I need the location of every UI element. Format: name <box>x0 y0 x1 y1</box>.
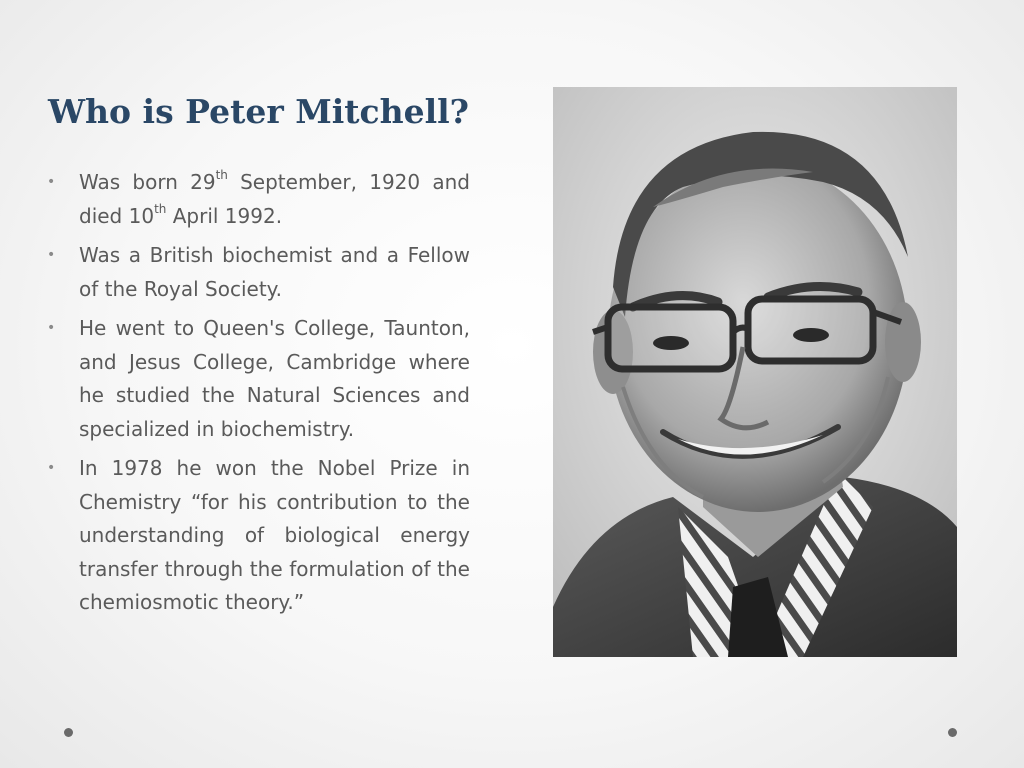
portrait-illustration <box>553 87 957 657</box>
bullet-born-text-2: September, 1920 and died 10 <box>79 170 470 228</box>
bullet-born-text-3: April 1992. <box>166 203 283 228</box>
corner-dot-right <box>948 728 957 737</box>
bullet-marker: • <box>47 174 56 190</box>
bullet-nobel <box>44 452 470 620</box>
superscript-th-1: th <box>215 168 228 183</box>
bullet-marker: • <box>47 320 56 336</box>
superscript-th-2: th <box>154 201 167 216</box>
bullet-college-text: He went to Queen's College, Taunton, and Jesus College, Cambridge where he studied the Natural Sciences and specialized in biochemistry. <box>79 316 470 441</box>
bullet-british-text: Was a British biochemist and a Fellow of the Royal Society. <box>79 243 470 301</box>
bullet-list <box>44 166 470 626</box>
bullet-born <box>44 166 470 233</box>
corner-dot-left <box>64 728 73 737</box>
bullet-british <box>44 239 470 306</box>
bullet-marker: • <box>47 460 56 476</box>
bullet-marker: • <box>47 247 56 263</box>
bullet-born-text-1: Was born 29 <box>79 170 216 194</box>
bullet-nobel-text: In 1978 he won the Nobel Prize in Chemistry “for his contribution to the understanding of biological energy transfer through the formulation of the chemiosmotic theory.” <box>79 456 470 614</box>
slide-title: Who is Peter Mitchell? <box>48 92 469 131</box>
bullet-college <box>44 312 470 446</box>
portrait-photo <box>553 87 957 657</box>
